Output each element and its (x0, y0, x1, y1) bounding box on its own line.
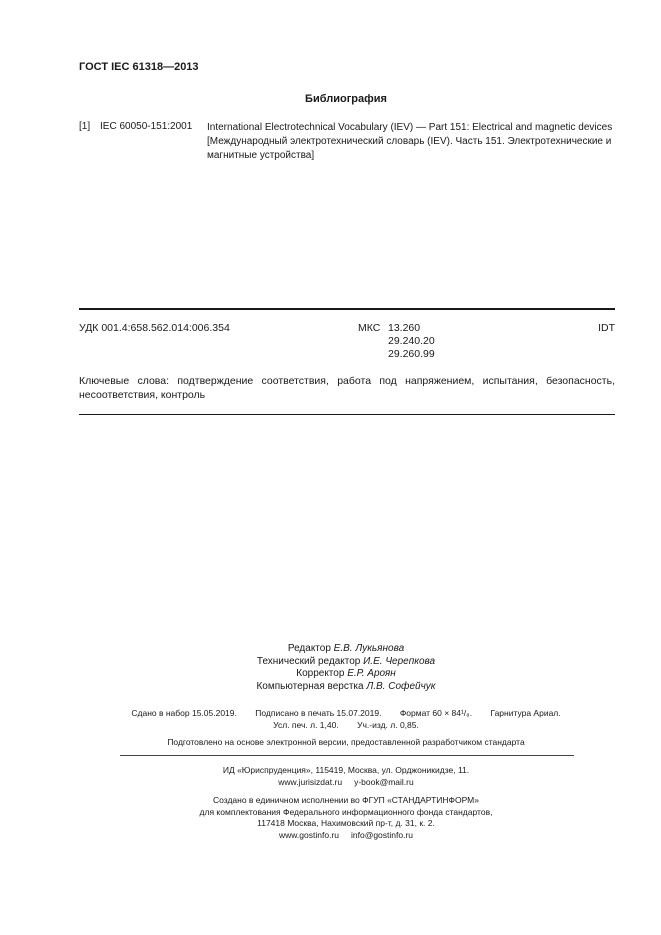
section-divider-thin (79, 414, 615, 415)
bibliography-entry-standard: IEC 60050-151:2001 (100, 121, 193, 132)
producer-email-link[interactable]: info@gostinfo.ru (350, 829, 414, 840)
bibliography-title: Библиография (305, 93, 387, 105)
mks-label: МКС (358, 322, 381, 334)
print-sheets: Усл. печ. л. 1,40. (273, 720, 339, 730)
credit-editor: Редактор Е.В. Лукьянова (287, 643, 405, 654)
producer-site-link[interactable]: www.gostinfo.ru (278, 829, 339, 840)
credit-layout: Компьютерная верстка Л.В. Софейчук (256, 680, 436, 692)
mks-code: 13.260 (388, 322, 421, 334)
equivalence-degree: IDT (598, 322, 615, 334)
mks-code: 29.260.99 (388, 348, 435, 360)
print-format: Формат 60 × 84¹/₈. (399, 708, 473, 718)
document-code: ГОСТ IEC 61318—2013 (79, 61, 199, 73)
bibliography-entry-description: International Electrotechnical Vocabulary (IEV) — Part 151: Electrical and magnetic devices [Международный электротехнический словарь (IEV). Часть 151. Электротехнические и магнитные устройства] (207, 122, 613, 161)
producer-address: 117418 Москва, Нахимовский пр-т, д. 31, к. 2. (257, 818, 435, 828)
print-signed: Подписано в печать 15.07.2019. (255, 708, 382, 718)
producer-line-1: Создано в единичном исполнении во ФГУП «СТАНДАРТИНФОРМ» (212, 795, 479, 805)
print-submitted: Сдано в набор 15.05.2019. (131, 708, 237, 718)
publisher-block (0, 765, 661, 788)
footer-divider (120, 755, 574, 756)
credits-block (0, 643, 661, 693)
udk-code: УДК 001.4:658.562.014:006.354 (79, 322, 230, 334)
publisher-email-link[interactable]: y-book@mail.ru (354, 776, 414, 787)
keywords: Ключевые слова: подтверждение соответствия, работа под напряжением, испытания, безопасность, несоответствия, контроль (79, 375, 615, 401)
credit-corrector: Корректор Е.Р. Ароян (296, 668, 396, 679)
print-font: Гарнитура Ариал. (490, 708, 561, 718)
preparation-note: Подготовлено на основе электронной версии, предоставленной разработчиком стандарта (167, 737, 525, 747)
section-divider-thick (79, 308, 615, 310)
publisher-address: ИД «Юриспруденция», 115419, Москва, ул. Орджоникидзе, 11. (222, 765, 470, 775)
print-info (0, 707, 661, 731)
bibliography-entry-number: [1] (79, 121, 91, 132)
publisher-site-link[interactable]: www.jurisizdat.ru (278, 776, 343, 787)
mks-code: 29.240.20 (388, 335, 435, 347)
producer-line-2: для комплектования Федерального информационного фонда стандартов, (199, 806, 493, 817)
credit-tech-editor: Технический редактор И.Е. Черепкова (256, 655, 436, 667)
mks-codes (388, 322, 435, 361)
pub-sheets: Уч.-изд. л. 0,85. (357, 720, 419, 730)
producer-block (0, 795, 661, 841)
